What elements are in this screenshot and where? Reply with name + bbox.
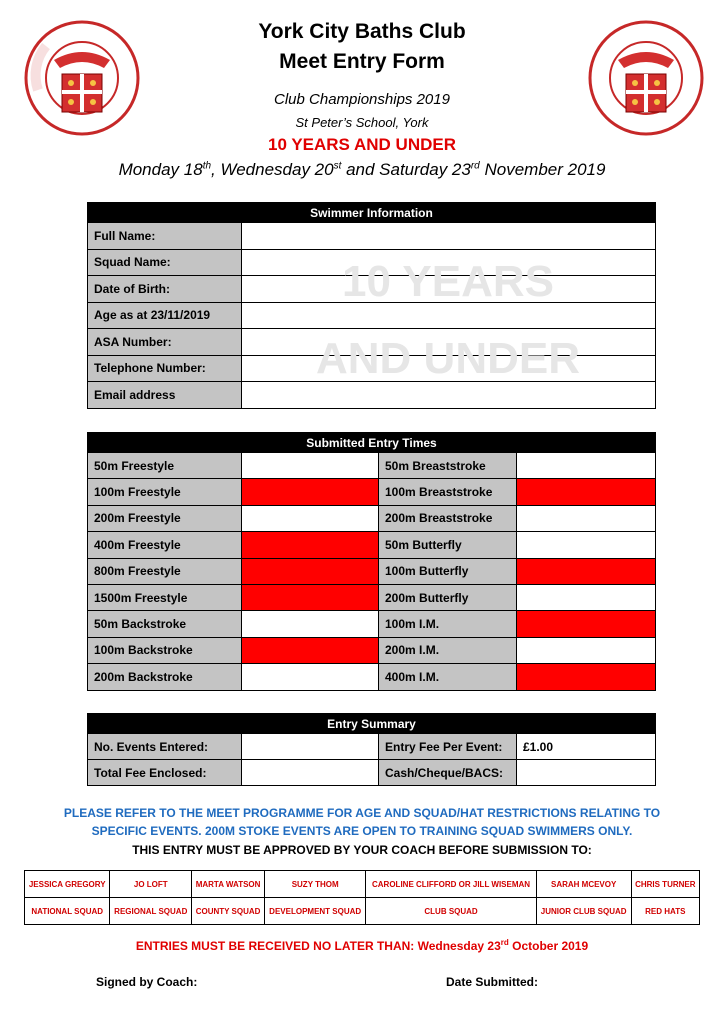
event-label: 200m I.M. — [379, 637, 517, 663]
age-field[interactable] — [242, 302, 656, 329]
entry-time-field[interactable] — [517, 558, 656, 584]
meet-dates: Monday 18th, Wednesday 20st and Saturday 23rd November 2019 — [118, 160, 606, 179]
full-name-field[interactable] — [242, 223, 656, 250]
telephone-field[interactable] — [242, 355, 656, 382]
event-label: 200m Butterfly — [379, 584, 517, 610]
coach-name: JO LOFT — [110, 871, 192, 898]
coach-name: SUZY THOM — [265, 871, 366, 898]
event-label: 200m Breaststroke — [379, 505, 517, 531]
coach-name: CAROLINE CLIFFORD OR JILL WISEMAN — [366, 871, 536, 898]
entry-time-row — [88, 479, 656, 505]
age-group-heading: 10 YEARS AND UNDER — [268, 135, 456, 154]
event-label: 50m Breaststroke — [379, 453, 517, 479]
entry-time-field[interactable] — [517, 479, 656, 505]
squad-name-field[interactable] — [242, 249, 656, 276]
field-label: Squad Name: — [88, 249, 242, 276]
swimmer-info-table — [87, 202, 656, 409]
event-label: 400m Freestyle — [88, 532, 242, 558]
event-label: 100m Butterfly — [379, 558, 517, 584]
venue: St Peter’s School, York — [295, 115, 429, 130]
field-label: Date of Birth: — [88, 276, 242, 303]
entry-time-row — [88, 453, 656, 479]
event-label: 200m Freestyle — [88, 505, 242, 531]
total-fee-label: Total Fee Enclosed: — [88, 760, 242, 786]
entry-time-field[interactable] — [242, 532, 379, 558]
event-label: 100m Backstroke — [88, 637, 242, 663]
entry-time-field[interactable] — [242, 479, 379, 505]
squad-name: RED HATS — [631, 898, 699, 925]
swimmer-info-heading: Swimmer Information — [88, 203, 656, 223]
entry-time-field[interactable] — [517, 664, 656, 690]
field-label: ASA Number: — [88, 329, 242, 356]
entry-time-field[interactable] — [242, 584, 379, 610]
event-label: 50m Backstroke — [88, 611, 242, 637]
coach-name: MARTA WATSON — [192, 871, 265, 898]
squad-names-row — [25, 898, 700, 925]
event-label: 100m Freestyle — [88, 479, 242, 505]
field-label: Full Name: — [88, 223, 242, 250]
asa-number-field[interactable] — [242, 329, 656, 356]
entry-time-field[interactable] — [242, 637, 379, 663]
squad-name: DEVELOPMENT SQUAD — [265, 898, 366, 925]
entry-summary-heading: Entry Summary — [88, 714, 656, 734]
entry-time-row — [88, 637, 656, 663]
field-label: Email address — [88, 382, 242, 409]
date-of-birth-field[interactable] — [242, 276, 656, 303]
field-label: Telephone Number: — [88, 355, 242, 382]
fee-per-event-value: £1.00 — [517, 734, 656, 760]
coach-squad-table — [24, 870, 700, 925]
squad-name: CLUB SQUAD — [366, 898, 536, 925]
fee-per-event-label: Entry Fee Per Event: — [379, 734, 517, 760]
entry-time-row — [88, 558, 656, 584]
event-name: Club Championships 2019 — [274, 91, 450, 108]
event-label: 1500m Freestyle — [88, 584, 242, 610]
event-label: 50m Freestyle — [88, 453, 242, 479]
payment-method-label: Cash/Cheque/BACS: — [379, 760, 517, 786]
entry-deadline: ENTRIES MUST BE RECEIVED NO LATER THAN: Wednesday 23rd October 2019 — [135, 938, 589, 953]
watermark-line2: AND UNDER — [316, 334, 580, 383]
event-label: 100m I.M. — [379, 611, 517, 637]
entry-time-row — [88, 584, 656, 610]
entry-time-field[interactable] — [242, 505, 379, 531]
squad-name: JUNIOR CLUB SQUAD — [536, 898, 631, 925]
form-title-club: York City Baths Club — [258, 20, 466, 43]
entry-time-field[interactable] — [517, 637, 656, 663]
email-field[interactable] — [242, 382, 656, 409]
entry-time-field[interactable] — [242, 664, 379, 690]
entry-time-field[interactable] — [517, 611, 656, 637]
coach-name: JESSICA GREGORY — [25, 871, 110, 898]
event-label: 800m Freestyle — [88, 558, 242, 584]
events-entered-field[interactable] — [242, 734, 379, 760]
entry-time-row — [88, 532, 656, 558]
entry-time-field[interactable] — [242, 611, 379, 637]
squad-name: COUNTY SQUAD — [192, 898, 265, 925]
event-label: 50m Butterfly — [379, 532, 517, 558]
entry-time-row — [88, 611, 656, 637]
total-fee-field[interactable] — [242, 760, 379, 786]
form-title: Meet Entry Form — [279, 50, 445, 73]
entry-time-field[interactable] — [242, 453, 379, 479]
entry-times-heading: Submitted Entry Times — [88, 433, 656, 453]
entry-times-table — [87, 432, 656, 691]
event-label: 100m Breaststroke — [379, 479, 517, 505]
coach-name: SARAH MCEVOY — [536, 871, 631, 898]
notice-line1: PLEASE REFER TO THE MEET PROGRAMME FOR AGE AND SQUAD/HAT RESTRICTIONS RELATING TO — [63, 806, 661, 820]
squad-name: NATIONAL SQUAD — [25, 898, 110, 925]
event-label: 200m Backstroke — [88, 664, 242, 690]
entry-time-field[interactable] — [517, 584, 656, 610]
events-entered-label: No. Events Entered: — [88, 734, 242, 760]
entry-time-row — [88, 664, 656, 690]
date-submitted-label: Date Submitted: — [446, 975, 539, 989]
squad-name: REGIONAL SQUAD — [110, 898, 192, 925]
watermark-line1: 10 YEARS — [342, 257, 554, 306]
event-label: 400m I.M. — [379, 664, 517, 690]
entry-time-field[interactable] — [242, 558, 379, 584]
entry-time-row — [88, 505, 656, 531]
payment-method-field[interactable] — [517, 760, 656, 786]
entry-time-field[interactable] — [517, 532, 656, 558]
entry-summary-table — [87, 713, 656, 786]
field-label: Age as at 23/11/2019 — [88, 302, 242, 329]
entry-time-field[interactable] — [517, 505, 656, 531]
entry-time-field[interactable] — [517, 453, 656, 479]
coach-signature-label: Signed by Coach: — [96, 975, 198, 989]
coach-names-row — [25, 871, 700, 898]
approval-notice: THIS ENTRY MUST BE APPROVED BY YOUR COACH BEFORE SUBMISSION TO: — [132, 843, 592, 857]
notice-line2: SPECIFIC EVENTS. 200M STOKE EVENTS ARE OPEN TO TRAINING SQUAD SWIMMERS ONLY. — [91, 824, 633, 838]
coach-name: CHRIS TURNER — [631, 871, 699, 898]
